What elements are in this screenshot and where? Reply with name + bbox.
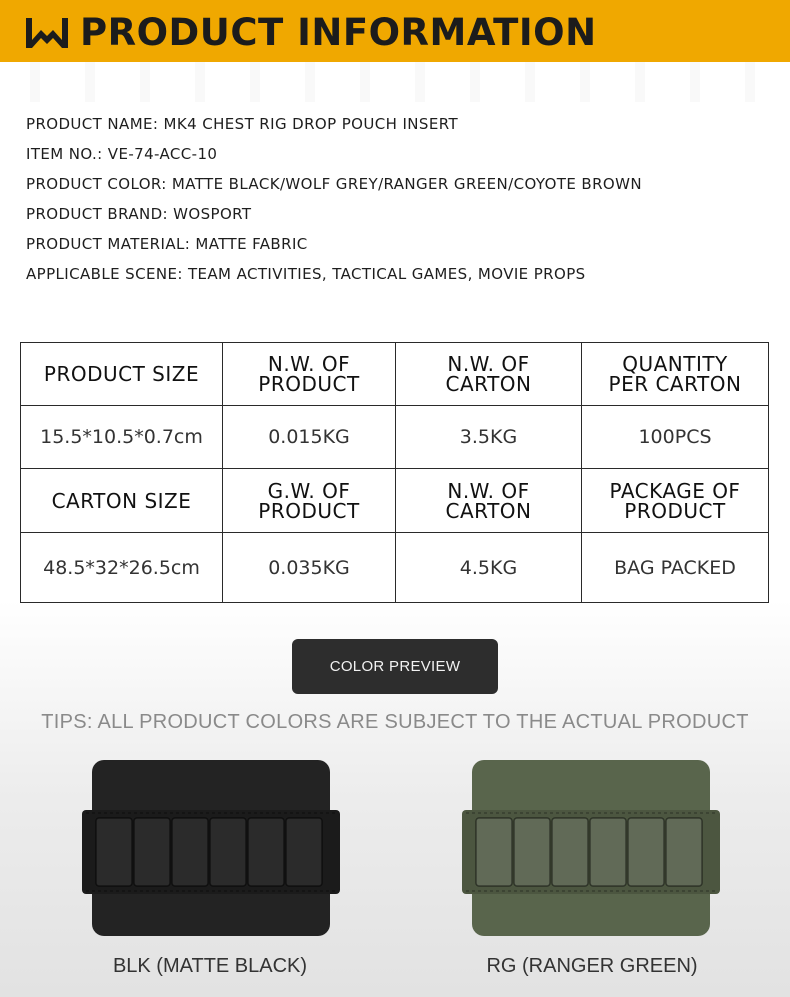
info-item-no: ITEM NO.: VE-74-ACC-10 bbox=[26, 145, 218, 163]
caption-ranger-green: RG (RANGER GREEN) bbox=[486, 955, 698, 977]
value-carton-size: 48.5*32*26.5cm bbox=[21, 533, 223, 603]
caption-matte-black: BLK (MATTE BLACK) bbox=[112, 955, 308, 977]
info-applicable-scene: APPLICABLE SCENE: TEAM ACTIVITIES, TACTICAL GAMES, MOVIE PROPS bbox=[26, 265, 586, 283]
value-gw-product: 0.035KG bbox=[223, 533, 396, 603]
tips-text: TIPS: ALL PRODUCT COLORS ARE SUBJECT TO THE ACTUAL PRODUCT bbox=[41, 711, 749, 733]
info-product-brand: PRODUCT BRAND: WOSPORT bbox=[26, 205, 252, 223]
header-package-of-product: PACKAGE OF PRODUCT bbox=[582, 469, 769, 533]
header-bar bbox=[0, 0, 790, 62]
value-package-of-product: BAG PACKED bbox=[582, 533, 769, 603]
value-nw-carton-2: 4.5KG bbox=[396, 533, 582, 603]
info-product-material: PRODUCT MATERIAL: MATTE FABRIC bbox=[26, 235, 308, 253]
info-product-color: PRODUCT COLOR: MATTE BLACK/WOLF GREY/RANGER GREEN/COYOTE BROWN bbox=[26, 175, 642, 193]
value-nw-product: 0.015KG bbox=[223, 406, 396, 469]
spec-table bbox=[20, 342, 769, 603]
value-nw-carton: 3.5KG bbox=[396, 406, 582, 469]
header-quantity-per-carton: QUANTITY PER CARTON bbox=[582, 343, 769, 406]
table-row bbox=[21, 343, 769, 406]
ranger-green-product-image bbox=[462, 758, 720, 938]
page-title: PRODUCT INFORMATION bbox=[80, 11, 597, 54]
header-product-size: PRODUCT SIZE bbox=[21, 343, 223, 406]
table-row bbox=[21, 406, 769, 469]
value-product-size: 15.5*10.5*0.7cm bbox=[21, 406, 223, 469]
header-nw-carton: N.W. OF CARTON bbox=[396, 343, 582, 406]
header-gw-product: G.W. OF PRODUCT bbox=[223, 469, 396, 533]
table-row bbox=[21, 469, 769, 533]
header-carton-size: CARTON SIZE bbox=[21, 469, 223, 533]
matte-black-product-image bbox=[82, 758, 340, 938]
header-nw-carton-2: N.W. OF CARTON bbox=[396, 469, 582, 533]
table-row bbox=[21, 533, 769, 603]
brand-logo-icon bbox=[24, 16, 70, 50]
header-nw-product: N.W. OF PRODUCT bbox=[223, 343, 396, 406]
info-product-name: PRODUCT NAME: MK4 CHEST RIG DROP POUCH INSERT bbox=[26, 115, 459, 133]
watermark-pattern bbox=[0, 62, 790, 102]
value-quantity-per-carton: 100PCS bbox=[582, 406, 769, 469]
color-preview-button[interactable]: COLOR PREVIEW bbox=[292, 639, 498, 694]
